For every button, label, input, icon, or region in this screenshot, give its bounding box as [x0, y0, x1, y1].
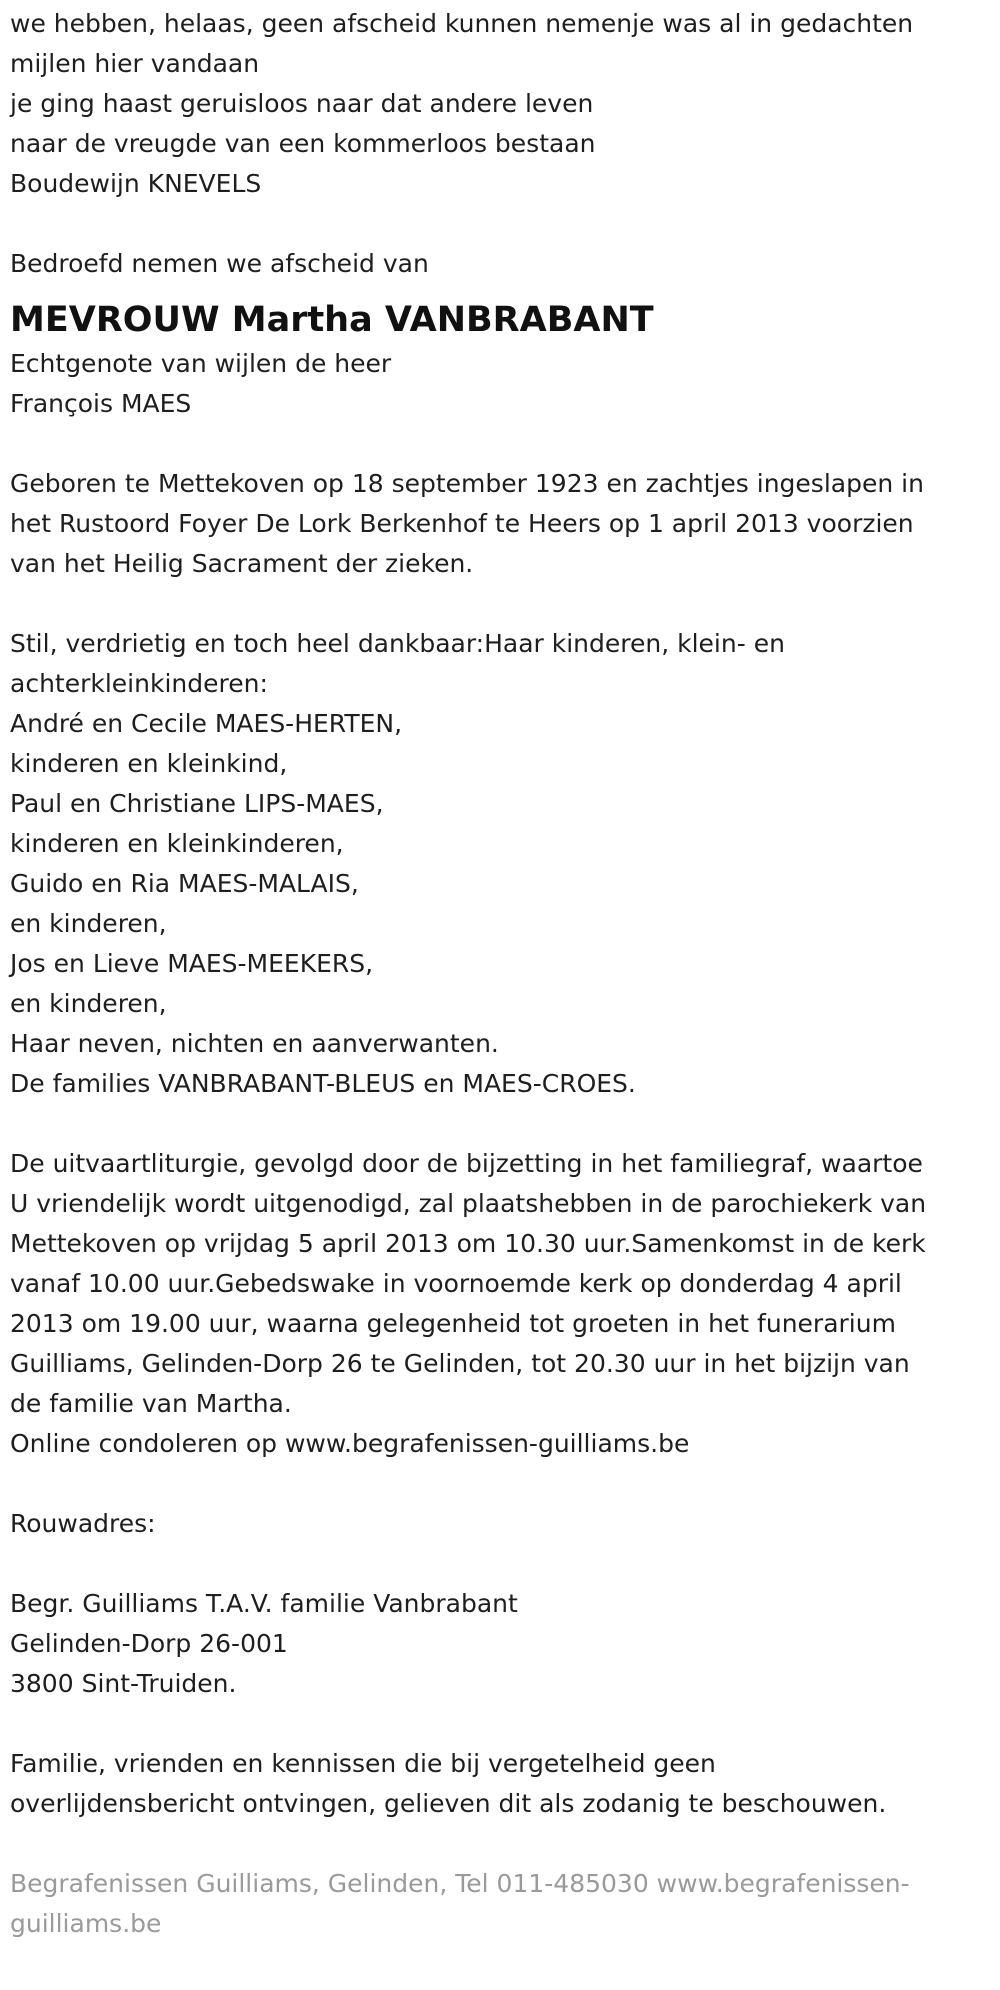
spacer: [10, 584, 995, 624]
notice-section: [10, 1744, 995, 1824]
spacer: [10, 1704, 995, 1744]
intro-text: Bedroefd nemen we afscheid van: [10, 249, 429, 278]
spacer: [10, 1824, 995, 1864]
poem-line: mijlen hier vandaan: [10, 49, 260, 78]
poem-line: naar de vreugde van een kommerloos bestaan: [10, 129, 596, 158]
family-line: Haar neven, nichten en aanverwanten.: [10, 1029, 499, 1058]
address-line: Gelinden-Dorp 26-001: [10, 1629, 288, 1658]
address-section: [10, 1584, 995, 1704]
funeral-line: 2013 om 19.00 uur, waarna gelegenheid tot groeten in het funerarium: [10, 1309, 896, 1338]
funeral-line: De uitvaartliturgie, gevolgd door de bijzetting in het familiegraf, waartoe: [10, 1149, 923, 1178]
funeral-section: [10, 1144, 995, 1464]
funeral-line: de familie van Martha.: [10, 1389, 292, 1418]
poem-line: we hebben, helaas, geen afscheid kunnen nemenje was al in gedachten: [10, 9, 914, 38]
spacer: [10, 1544, 995, 1584]
family-line: en kinderen,: [10, 909, 167, 938]
condolence-line: Online condoleren op www.begrafenissen-guilliams.be: [10, 1429, 690, 1458]
address-label: Rouwadres:: [10, 1509, 156, 1538]
spacer: [10, 1104, 995, 1144]
funeral-line: vanaf 10.00 uur.Gebedswake in voornoemde kerk op donderdag 4 april: [10, 1269, 902, 1298]
family-line: achterkleinkinderen:: [10, 669, 268, 698]
deceased-name: MEVROUW Martha VANBRABANT: [10, 300, 654, 340]
address-line: 3800 Sint-Truiden.: [10, 1669, 237, 1698]
family-line: Guido en Ria MAES-MALAIS,: [10, 869, 359, 898]
funeral-line: Mettekoven op vrijdag 5 april 2013 om 10.30 uur.Samenkomst in de kerk: [10, 1229, 926, 1258]
family-line: en kinderen,: [10, 989, 167, 1018]
poem-line: je ging haast geruisloos naar dat andere leven: [10, 89, 594, 118]
spacer: [10, 204, 995, 244]
funeral-line: Guilliams, Gelinden-Dorp 26 te Gelinden, tot 20.30 uur in het bijzijn van: [10, 1349, 910, 1378]
birth-death-section: [10, 464, 995, 584]
family-line: André en Cecile MAES-HERTEN,: [10, 709, 403, 738]
spacer: [10, 1464, 995, 1504]
family-line: kinderen en kleinkind,: [10, 749, 288, 778]
poem-author: Boudewijn KNEVELS: [10, 169, 262, 198]
family-section: [10, 624, 995, 1104]
poem-section: [10, 4, 995, 204]
family-line: Jos en Lieve MAES-MEEKERS,: [10, 949, 374, 978]
birth-death-line: Geboren te Mettekoven op 18 september 1923 en zachtjes ingeslapen in: [10, 469, 924, 498]
family-line: Paul en Christiane LIPS-MAES,: [10, 789, 384, 818]
notice-line: Familie, vrienden en kennissen die bij vergetelheid geen: [10, 1749, 716, 1778]
footer-line: Begrafenissen Guilliams, Gelinden, Tel 011-485030 www.begrafenissen-: [10, 1869, 910, 1898]
spouse-section: [10, 344, 995, 424]
notice-line: overlijdensbericht ontvingen, gelieven dit als zodanig te beschouwen.: [10, 1789, 887, 1818]
spouse-line: François MAES: [10, 389, 192, 418]
spouse-line: Echtgenote van wijlen de heer: [10, 349, 392, 378]
birth-death-line: het Rustoord Foyer De Lork Berkenhof te Heers op 1 april 2013 voorzien: [10, 509, 914, 538]
family-line: De families VANBRABANT-BLEUS en MAES-CROES.: [10, 1069, 636, 1098]
footer-line: guilliams.be: [10, 1909, 162, 1938]
family-line: kinderen en kleinkinderen,: [10, 829, 344, 858]
funeral-line: U vriendelijk wordt uitgenodigd, zal plaatshebben in de parochiekerk van: [10, 1189, 927, 1218]
obituary-document: [10, 4, 995, 1944]
birth-death-line: van het Heilig Sacrament der zieken.: [10, 549, 474, 578]
spacer: [10, 424, 995, 464]
address-line: Begr. Guilliams T.A.V. familie Vanbrabant: [10, 1589, 518, 1618]
family-line: Stil, verdrietig en toch heel dankbaar:Haar kinderen, klein- en: [10, 629, 785, 658]
footer-section: [10, 1864, 995, 1944]
